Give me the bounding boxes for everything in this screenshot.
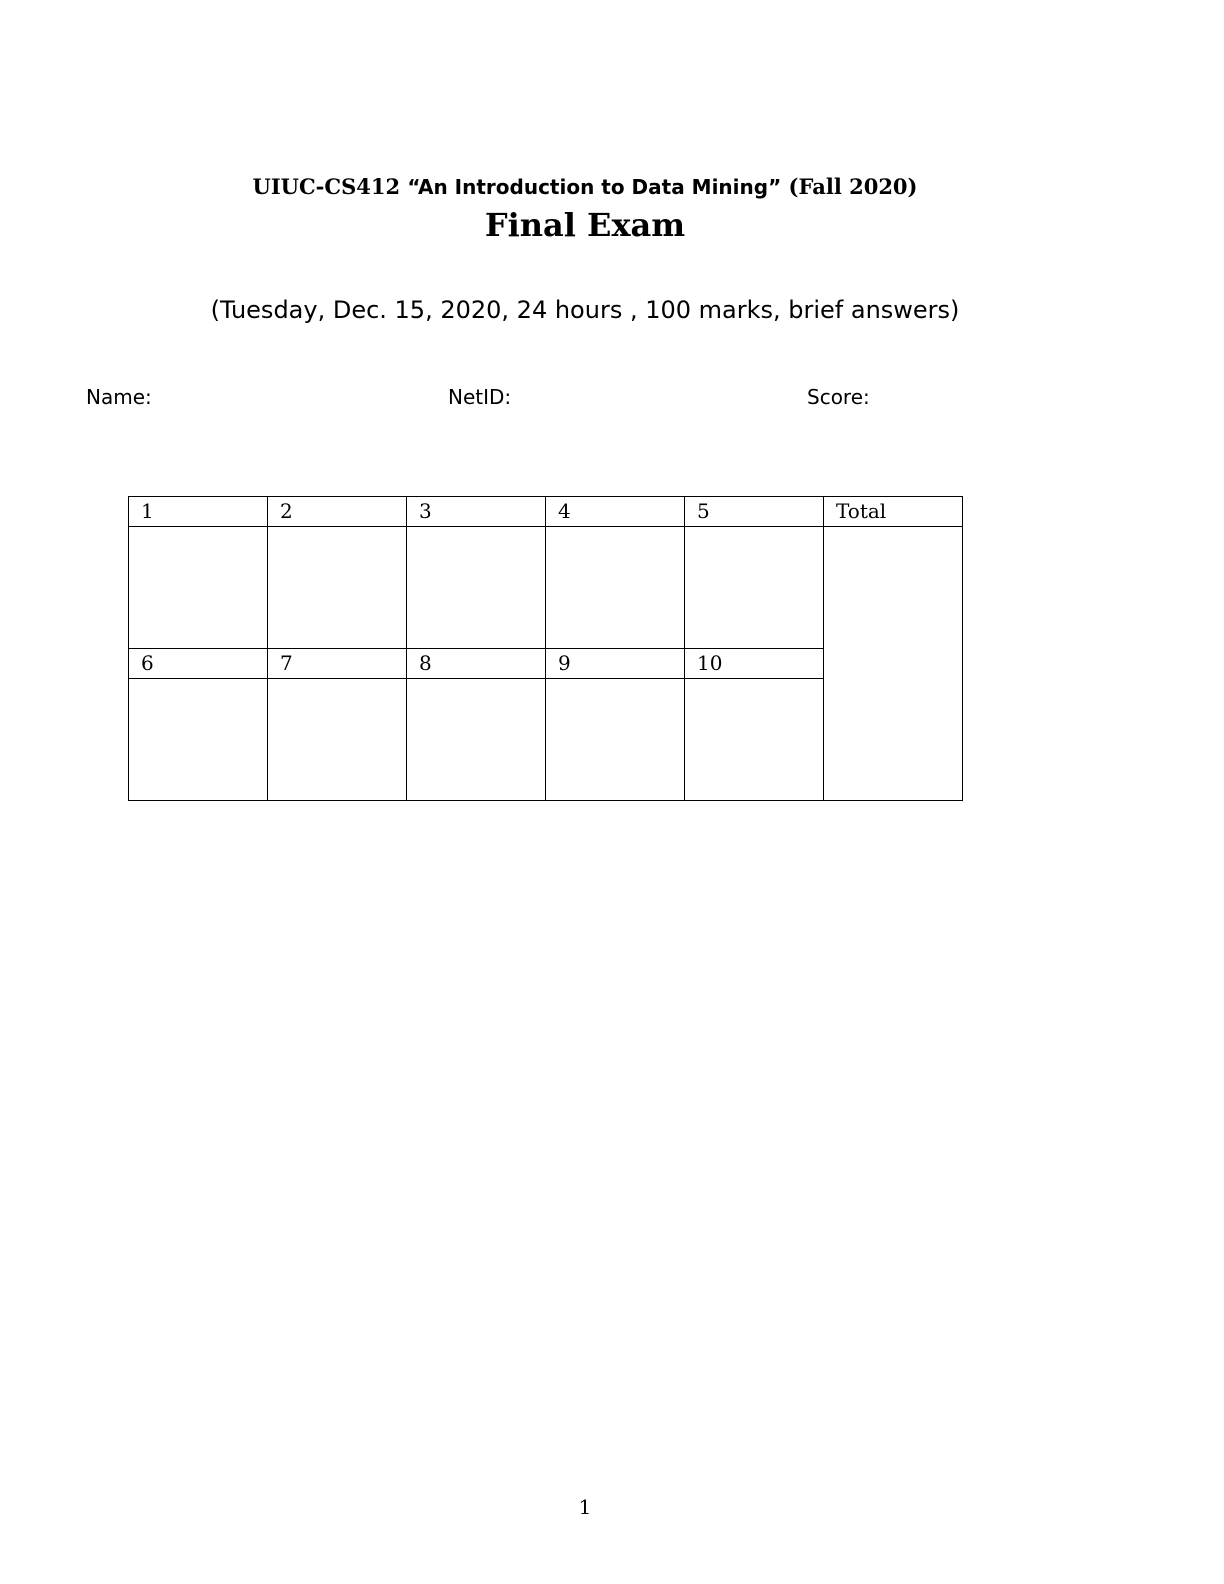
score-table-blank-row [129, 527, 963, 649]
course-name: “An Introduction to Data Mining” [407, 175, 782, 199]
score-entry-cell [129, 527, 268, 649]
question-label-cell: 8 [407, 649, 546, 679]
question-label-cell: 6 [129, 649, 268, 679]
page-number: 1 [578, 1495, 592, 1519]
score-entry-cell [407, 679, 546, 801]
total-label-cell: Total [824, 497, 963, 527]
score-entry-cell [546, 679, 685, 801]
score-entry-cell [129, 679, 268, 801]
score-table-label-row [129, 497, 963, 527]
course-term: (Fall 2020) [788, 174, 918, 199]
question-label-cell: 10 [685, 649, 824, 679]
exam-details: (Tuesday, Dec. 15, 2020, 24 hours , 100 marks, brief answers) [210, 296, 960, 324]
score-entry-cell [685, 679, 824, 801]
course-code: UIUC-CS412 [252, 174, 401, 199]
course-heading [0, 174, 1170, 199]
question-label-cell: 1 [129, 497, 268, 527]
score-field-label: Score: [807, 385, 870, 409]
question-label-cell: 4 [546, 497, 685, 527]
netid-field-label: NetID: [448, 385, 512, 409]
score-entry-cell [268, 679, 407, 801]
question-label-cell: 2 [268, 497, 407, 527]
name-field-label: Name: [86, 385, 152, 409]
score-entry-cell [546, 527, 685, 649]
question-label-cell: 5 [685, 497, 824, 527]
score-entry-cell [268, 527, 407, 649]
total-entry-cell [824, 527, 963, 801]
question-label-cell: 3 [407, 497, 546, 527]
question-label-cell: 9 [546, 649, 685, 679]
score-entry-cell [407, 527, 546, 649]
score-table [128, 496, 963, 801]
question-label-cell: 7 [268, 649, 407, 679]
exam-title: Final Exam [484, 206, 686, 244]
score-entry-cell [685, 527, 824, 649]
